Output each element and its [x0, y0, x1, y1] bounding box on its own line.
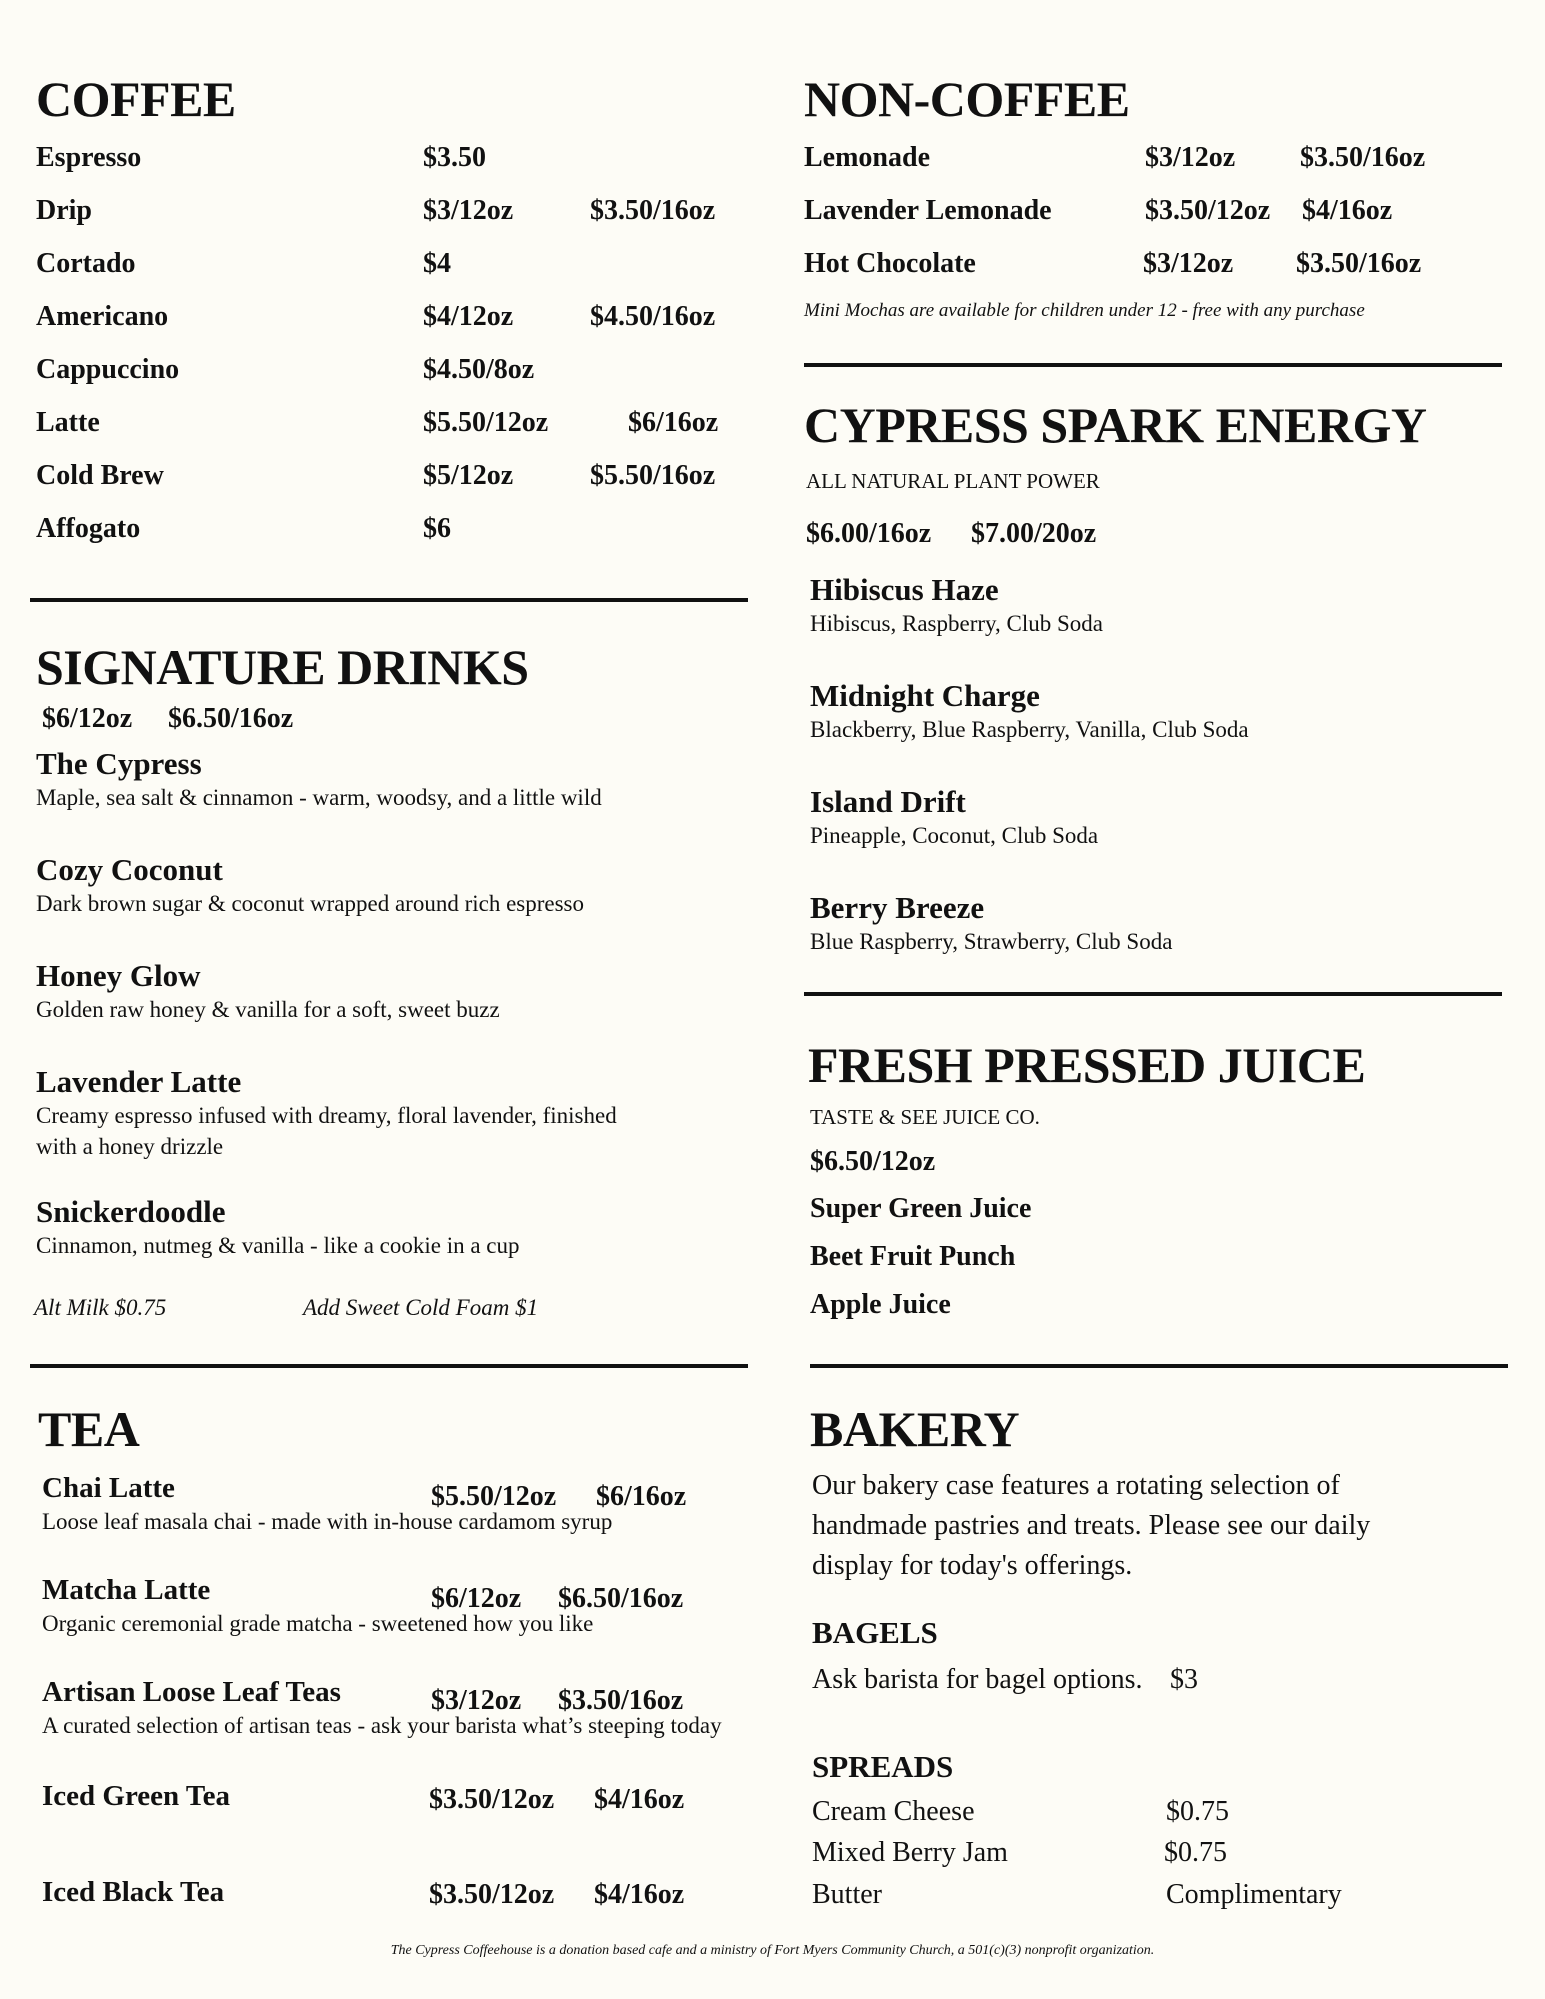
tea-title: TEA: [38, 1401, 140, 1457]
tea-item-price-large: $4/16oz: [594, 1879, 685, 1910]
tea-item-name: Iced Black Tea: [42, 1876, 225, 1908]
mini-mocha-note: Mini Mochas are available for children under 12 - free with any purchase: [804, 300, 1365, 321]
tea-item-desc: Loose leaf masala chai - made with in-house cardamom syrup: [42, 1509, 613, 1534]
noncoffee-item-price-large: $3.50/16oz: [1300, 142, 1426, 173]
tea-item-price-large: $4/16oz: [594, 1784, 685, 1815]
section-divider: [810, 1364, 1508, 1368]
tea-item-price: $5.50/12oz: [431, 1481, 557, 1512]
signature-item-name: Honey Glow: [36, 958, 201, 993]
coffee-item-price: $5/12oz: [423, 460, 514, 491]
coffee-item-price: $6: [423, 513, 451, 544]
signature-item-desc: Dark brown sugar & coconut wrapped around rich espresso: [36, 891, 585, 916]
coffee-item-price: $4: [423, 248, 451, 279]
energy-item-name: Berry Breeze: [810, 890, 985, 925]
noncoffee-item-name: Lemonade: [804, 142, 930, 173]
signature-price-small: $6/12oz: [42, 703, 133, 734]
footer-note: The Cypress Coffeehouse is a donation based cafe and a ministry of Fort Myers Community Church, a 501(c)(3) nonprofit organization.: [390, 1943, 1155, 1958]
energy-item-desc: Blue Raspberry, Strawberry, Club Soda: [810, 929, 1173, 954]
coffee-item-name: Cortado: [36, 248, 136, 279]
cold-foam-addon: Add Sweet Cold Foam $1: [303, 1295, 539, 1320]
tea-item-price-large: $6.50/16oz: [558, 1583, 684, 1614]
spread-name: Butter: [812, 1879, 882, 1910]
energy-subtitle: ALL NATURAL PLANT POWER: [806, 469, 1100, 493]
energy-item-desc: Hibiscus, Raspberry, Club Soda: [810, 611, 1104, 636]
energy-title: CYPRESS SPARK ENERGY: [804, 397, 1427, 453]
section-divider: [804, 992, 1502, 996]
coffee-item-price-large: $4.50/16oz: [590, 301, 716, 332]
coffee-item-name: Cappuccino: [36, 354, 180, 385]
tea-item-price: $3.50/12oz: [429, 1784, 555, 1815]
spread-price: $0.75: [1164, 1837, 1227, 1868]
noncoffee-item-price-large: $3.50/16oz: [1296, 248, 1422, 279]
coffee-item-price: $3.50: [423, 142, 486, 173]
signature-item-desc: Creamy espresso infused with dreamy, floral lavender, finished with a honey drizzle: [36, 1103, 617, 1160]
noncoffee-title: NON-COFFEE: [804, 71, 1130, 127]
spread-name: Mixed Berry Jam: [812, 1837, 1008, 1868]
bakery-description-line: Our bakery case features a rotating selection of: [812, 1470, 1340, 1501]
section-divider: [804, 363, 1502, 367]
section-divider: [30, 598, 748, 602]
tea-item-name: Artisan Loose Leaf Teas: [42, 1676, 341, 1708]
signature-item-name: Lavender Latte: [36, 1064, 242, 1099]
energy-item-desc: Pineapple, Coconut, Club Soda: [810, 823, 1099, 848]
tea-item-price: $6/12oz: [431, 1583, 522, 1614]
signature-item-name: The Cypress: [36, 746, 202, 781]
tea-item-name: Matcha Latte: [42, 1574, 211, 1606]
spread-price: Complimentary: [1166, 1879, 1342, 1910]
bagels-text: Ask barista for bagel options.: [812, 1664, 1143, 1695]
tea-item-price-large: $3.50/16oz: [558, 1685, 684, 1716]
noncoffee-item-price: $3/12oz: [1143, 248, 1234, 279]
tea-item-name: Iced Green Tea: [42, 1780, 230, 1812]
coffee-item-name: Cold Brew: [36, 460, 164, 491]
noncoffee-item-name: Hot Chocolate: [804, 248, 976, 279]
tea-item-price: $3.50/12oz: [429, 1879, 555, 1910]
signature-item-desc: Cinnamon, nutmeg & vanilla - like a cookie in a cup: [36, 1233, 520, 1258]
coffee-item-name: Americano: [36, 301, 169, 332]
tea-item-desc: A curated selection of artisan teas - ask your barista what’s steeping today: [42, 1713, 722, 1738]
energy-item-desc: Blackberry, Blue Raspberry, Vanilla, Club Soda: [810, 717, 1249, 742]
coffee-item-price: $3/12oz: [423, 195, 514, 226]
coffee-item-name: Espresso: [36, 142, 142, 173]
noncoffee-item-price: $3/12oz: [1145, 142, 1236, 173]
coffee-item-price-large: $3.50/16oz: [590, 195, 716, 226]
coffee-item-name: Affogato: [36, 513, 141, 544]
juice-price: $6.50/12oz: [810, 1146, 936, 1177]
coffee-item-name: Latte: [36, 407, 100, 438]
coffee-title: COFFEE: [36, 71, 236, 127]
bakery-title: BAKERY: [810, 1401, 1020, 1457]
section-divider: [30, 1364, 748, 1368]
bagels-price: $3: [1170, 1664, 1198, 1695]
signature-item-desc: Maple, sea salt & cinnamon - warm, woodsy, and a little wild: [36, 785, 602, 810]
coffee-item-name: Drip: [36, 195, 92, 226]
signature-item-name: Cozy Coconut: [36, 852, 223, 887]
energy-item-name: Island Drift: [810, 784, 966, 819]
spreads-title: SPREADS: [812, 1749, 954, 1784]
spread-name: Cream Cheese: [812, 1796, 975, 1827]
juice-item-name: Beet Fruit Punch: [810, 1241, 1016, 1272]
tea-item-price: $3/12oz: [431, 1685, 522, 1716]
juice-title: FRESH PRESSED JUICE: [808, 1037, 1366, 1093]
juice-item-name: Super Green Juice: [810, 1193, 1032, 1224]
energy-price-small: $6.00/16oz: [806, 518, 932, 549]
coffee-item-price: $4/12oz: [423, 301, 514, 332]
alt-milk-addon: Alt Milk $0.75: [34, 1295, 167, 1320]
noncoffee-item-price-large: $4/16oz: [1302, 195, 1393, 226]
spread-price: $0.75: [1166, 1796, 1229, 1827]
bakery-description-line: display for today's offerings.: [812, 1550, 1133, 1581]
juice-item-name: Apple Juice: [810, 1289, 951, 1320]
energy-item-name: Hibiscus Haze: [810, 572, 999, 607]
juice-subtitle: TASTE & SEE JUICE CO.: [810, 1105, 1040, 1129]
bakery-description-line: handmade pastries and treats. Please see our daily: [812, 1510, 1371, 1541]
coffee-item-price: $5.50/12oz: [423, 407, 549, 438]
tea-item-name: Chai Latte: [42, 1472, 175, 1504]
energy-price-large: $7.00/20oz: [971, 518, 1097, 549]
coffee-item-price-large: $6/16oz: [628, 407, 719, 438]
energy-item-name: Midnight Charge: [810, 678, 1040, 713]
signature-item-desc: Golden raw honey & vanilla for a soft, sweet buzz: [36, 997, 500, 1022]
signature-title: SIGNATURE DRINKS: [36, 639, 529, 695]
coffee-item-price: $4.50/8oz: [423, 354, 535, 385]
coffee-item-price-large: $5.50/16oz: [590, 460, 716, 491]
tea-item-desc: Organic ceremonial grade matcha - sweetened how you like: [42, 1611, 594, 1636]
tea-item-price-large: $6/16oz: [596, 1481, 687, 1512]
bagels-title: BAGELS: [812, 1615, 938, 1650]
noncoffee-item-name: Lavender Lemonade: [804, 195, 1052, 226]
signature-price-large: $6.50/16oz: [168, 703, 294, 734]
noncoffee-item-price: $3.50/12oz: [1145, 195, 1271, 226]
signature-item-name: Snickerdoodle: [36, 1194, 226, 1229]
